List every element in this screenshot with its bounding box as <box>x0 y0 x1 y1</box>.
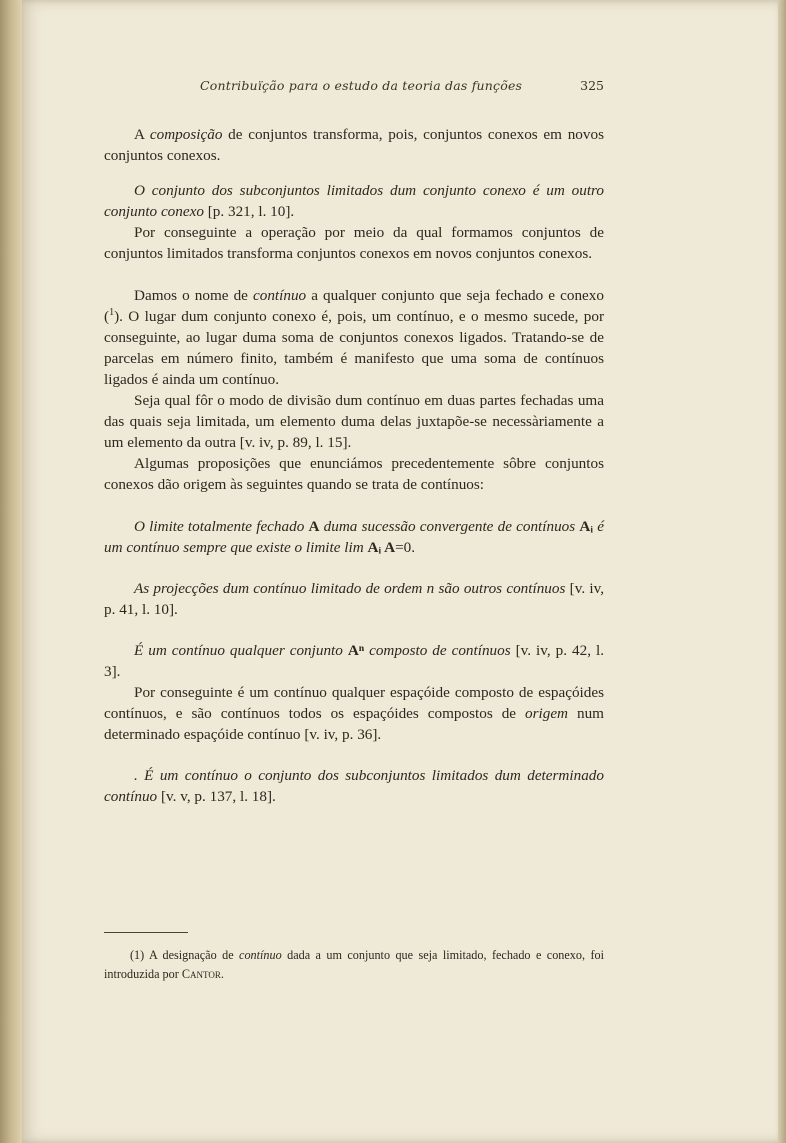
footnote-text-a: A designação de <box>144 948 240 962</box>
paragraph-3: Por conseguinte a operação por meio da qual formamos conjuntos de conjuntos limitados transforma conjuntos conexos em novos conjuntos conexos. <box>104 224 604 263</box>
p7-text-b: duma sucessão convergente de contínuos <box>319 517 580 535</box>
running-head-title: Contribuïção para o estudo da teoria das funções <box>200 78 523 93</box>
paragraph-9-proposition <box>104 640 604 682</box>
p11-reference: [v. v, p. 137, l. 18]. <box>160 788 276 806</box>
footnote-text-b: dada a um conjunto que seja limitado, fechado e conexo, foi introduzida por <box>104 948 604 981</box>
paragraph-7-proposition <box>104 516 604 558</box>
paragraph-4-definition <box>104 285 604 390</box>
paragraph-1 <box>104 124 604 166</box>
p2-proposition: O conjunto dos subconjuntos limitados dum conjunto conexo é um outro conjunto conexo <box>104 182 604 221</box>
p8-reference: [v. iv, p. 41, l. 10]. <box>104 579 604 618</box>
p4-text-b: a qualquer conjunto que seja fechado e conexo ( <box>104 286 604 325</box>
footnote-author: Cantor <box>181 967 221 981</box>
p7-text-d: =0. <box>395 538 416 556</box>
body-text <box>104 124 604 808</box>
p7-text-c: é um contínuo sempre que existe o limite lim <box>104 517 604 556</box>
p1-emphasis: composição <box>149 126 223 143</box>
footnote-text <box>104 946 604 984</box>
footnote-ref: 1 <box>109 306 115 318</box>
p7-symbol-ai: Aᵢ <box>579 517 594 535</box>
p10-text-a: Por conseguinte é um contínuo qualquer espaçóide composto de espaçóides contínuos, e são contínuos todos os espaçóides compostos de <box>104 684 604 723</box>
paragraph-8-proposition <box>104 578 604 620</box>
p9-symbol-an: Aⁿ <box>347 641 365 659</box>
p8-proposition: As projecções dum contínuo limitado de ordem n são outros contínuos <box>134 579 570 597</box>
p10-text-b: num determinado espaçóide contínuo [v. iv, p. 36]. <box>104 705 604 744</box>
p9-text-a: É um contínuo qualquer conjunto <box>134 641 348 659</box>
page-number: 325 <box>580 78 604 93</box>
p2-reference: [p. 321, l. 10]. <box>207 203 295 221</box>
p11-proposition: . É um contínuo o conjunto dos subconjuntos limitados dum determinado contínuo <box>104 767 604 806</box>
p7-symbol-limit: Aᵢ A <box>367 538 396 556</box>
paragraph-11-proposition <box>104 765 604 807</box>
footnote-marker: (1) <box>130 948 145 962</box>
paragraph-5: Seja qual fôr o modo de divisão dum contínuo em duas partes fechadas uma das quais seja limitada, um elemento duma delas juxtapõe-se necessàriamente a um elemento da outra [v. iv, p. 89, l. 15]. <box>104 392 604 452</box>
p4-text-c: ). O lugar dum conjunto conexo é, pois, um contínuo, e o mesmo sucede, por conseguinte, ao lugar duma soma de conjuntos conexos ligados. Tratando-se de parcelas em número finito, também é manifesto que uma soma de contínuos ligados é ainda um contínuo. <box>104 307 604 388</box>
footnote-term: contínuo <box>239 948 282 962</box>
paragraph-10 <box>104 682 604 745</box>
page-right-edge <box>778 0 786 1143</box>
paragraph-6: Algumas proposições que enunciámos precedentemente sôbre conjuntos conexos dão origem às seguintes quando se trata de contínuos: <box>104 455 604 494</box>
p10-emphasis: origem <box>525 705 569 723</box>
p4-defined-term: contínuo <box>253 286 307 304</box>
p1-text-b: de conjuntos transforma, pois, conjuntos conexos em novos conjuntos conexos. <box>104 126 604 165</box>
footnote-rule <box>104 932 188 933</box>
footnote <box>104 946 604 984</box>
p4-text-a: Damos o nome de <box>134 286 253 304</box>
p1-text-a: A <box>134 126 150 143</box>
p7-text-a: O limite totalmente fechado <box>134 517 309 535</box>
p9-text-b: composto de contínuos <box>364 641 516 659</box>
paragraph-2-proposition <box>104 180 604 222</box>
footnote-text-c: . <box>220 967 224 981</box>
p9-reference: [v. iv, p. 42, l. 3]. <box>104 641 604 680</box>
p7-symbol-a: A <box>308 517 320 535</box>
